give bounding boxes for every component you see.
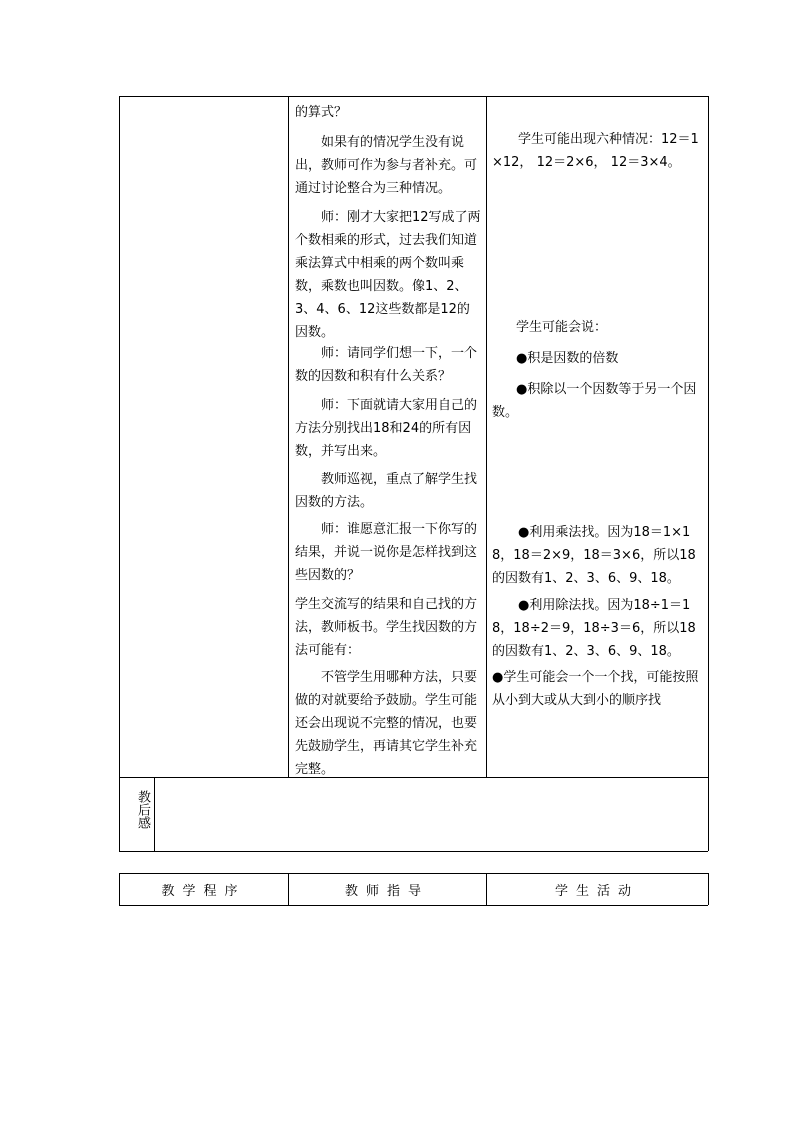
column-divider-1 <box>288 96 289 777</box>
student-paragraph: ●学生可能会一个一个找，可能按照从小到大或从大到小的顺序找 <box>492 670 699 708</box>
header-bottom-border <box>119 905 708 906</box>
student-paragraph: 学生可能会说： <box>516 320 608 335</box>
header-right-border <box>708 873 709 905</box>
teacher-paragraph: 师：请同学们想一下，一个数的因数和积有什么关系？ <box>295 346 478 384</box>
teacher-paragraph: 不管学生用哪种方法，只要做的对就要给予鼓励。学生可能还会出现说不完整的情况，也要先鼓励学生，再请其它学生补充完整。 <box>295 670 478 777</box>
table-top-border <box>119 96 708 97</box>
table-left-border <box>119 96 120 851</box>
student-paragraph: ●利用除法找。因为18÷1＝18，18÷2＝9，18÷3＝6，所以18的因数有1、2、3、6、9、18。 <box>492 598 696 659</box>
teacher-paragraph: 师：谁愿意汇报一下你写的结果，并说一说你是怎样找到这些因数的？ <box>295 522 478 583</box>
header-teacher-guidance: 教师指导 <box>344 883 429 899</box>
table-right-border <box>708 96 709 851</box>
reflection-label: 教后感 <box>135 790 150 829</box>
column-divider-2 <box>486 96 487 777</box>
header-teaching-procedure: 教学程序 <box>161 883 246 899</box>
teacher-paragraph: 学生交流写的结果和自己找的方法，教师板书。学生找因数的方法可能有： <box>295 597 478 658</box>
student-paragraph: ●积是因数的倍数 <box>516 351 619 366</box>
student-paragraph: ●利用乘法找。因为18＝1×18，18＝2×9，18＝3×6，所以18的因数有1、2、3、6、9、18。 <box>492 525 696 586</box>
teacher-paragraph: 的算式？ <box>295 105 348 120</box>
teacher-paragraph: 师：刚才大家把12写成了两个数相乘的形式，过去我们知道乘法算式中相乘的两个数叫乘数，乘数也叫因数。像1、2、3、4、6、12这些数都是12的因数。 <box>295 210 481 340</box>
header-student-activity: 学生活动 <box>554 883 639 899</box>
table-bottom-border <box>119 851 708 852</box>
teacher-paragraph: 教师巡视，重点了解学生找因数的方法。 <box>295 472 478 510</box>
teacher-paragraph: 师：下面就请大家用自己的方法分别找出18和24的所有因数，并写出来。 <box>295 398 478 459</box>
reflection-divider <box>154 777 155 851</box>
student-paragraph: ●积除以一个因数等于另一个因数。 <box>492 382 697 420</box>
teacher-paragraph: 如果有的情况学生没有说出，教师可作为参与者补充。可通过讨论整合为三种情况。 <box>295 135 478 196</box>
student-paragraph: 学生可能出现六种情况：12＝1×12， 12＝2×6， 12＝3×4。 <box>492 132 699 170</box>
